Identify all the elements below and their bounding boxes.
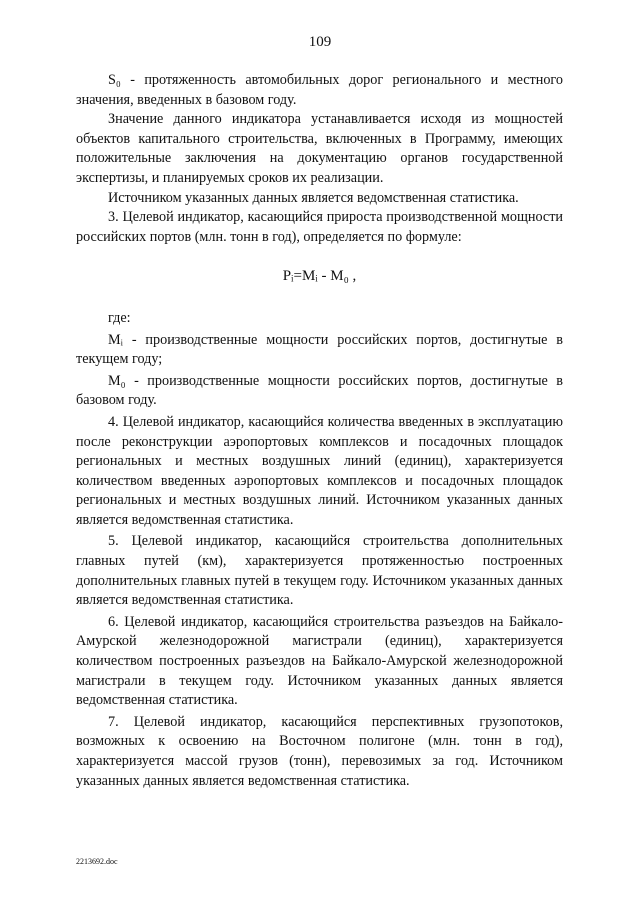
page-number: 109: [308, 34, 332, 50]
paragraph-indicator-value: Значение данного индикатора устанавливается исходя из мощностей объектов капитального строительства, включенных в Программу, имеющих положительные заключения на документацию органов государственной экспертизы, и планируемых сроков их реализации.: [76, 111, 563, 186]
footer-filename: 2213692.doc: [76, 857, 118, 866]
paragraph-s0-definition: S₀ - протяженность автомобильных дорог регионального и местного значения, введенных в базовом году.: [76, 72, 563, 108]
paragraph-indicator-3: 3. Целевой индикатор, касающийся прироста производственной мощности российских портов (млн. тонн в год), определяется по формуле:: [76, 209, 563, 245]
paragraph-m0-definition: M₀ - производственные мощности российских портов, достигнутые в базовом году.: [76, 372, 563, 409]
paragraph-indicator-5: 5. Целевой индикатор, касающийся строительства дополнительных главных путей (км), характеризуется протяженностью построенных дополнительных главных путей в текущем году. Источником указанных данных является ведомственная статистика.: [76, 533, 563, 609]
paragraph-mi-definition: Mᵢ - производственные мощности российских портов, достигнутые в текущем году;: [76, 331, 563, 368]
paragraph-indicator-7: 7. Целевой индикатор, касающийся перспективных грузопотоков, возможных к освоению на Восточном полигоне (млн. тонн в год), характеризуется массой грузов (тонн), перевозимых за год. Источником указанных данных является ведомственная статистика.: [76, 713, 563, 789]
paragraph-indicator-4: 4. Целевой индикатор, касающийся количества введенных в эксплуатацию после реконструкции аэропортовых комплексов и посадочных площадок региональных и местных воздушных линий (единиц), характеризуется количеством введенных аэропортовых комплексов и посадочных площадок региональных и местных воздушных линий. Источником указанных данных является ведомственная статистика.: [76, 413, 563, 528]
formula: Pᵢ=Mᵢ - M₀ ,: [282, 268, 357, 285]
document-body: [76, 71, 563, 791]
paragraph-indicator-6: 6. Целевой индикатор, касающийся строительства разъездов на Байкало-Амурской железнодорожной магистрали (единиц), характеризуется количеством построенных разъездов на Байкало-Амурской железнодорожной магистрали в текущем году. Источником указанных данных является ведомственная статистика.: [76, 613, 563, 709]
paragraph-where: где:: [108, 309, 131, 326]
paragraph-source-1: Источником указанных данных является ведомственная статистика.: [108, 189, 519, 206]
